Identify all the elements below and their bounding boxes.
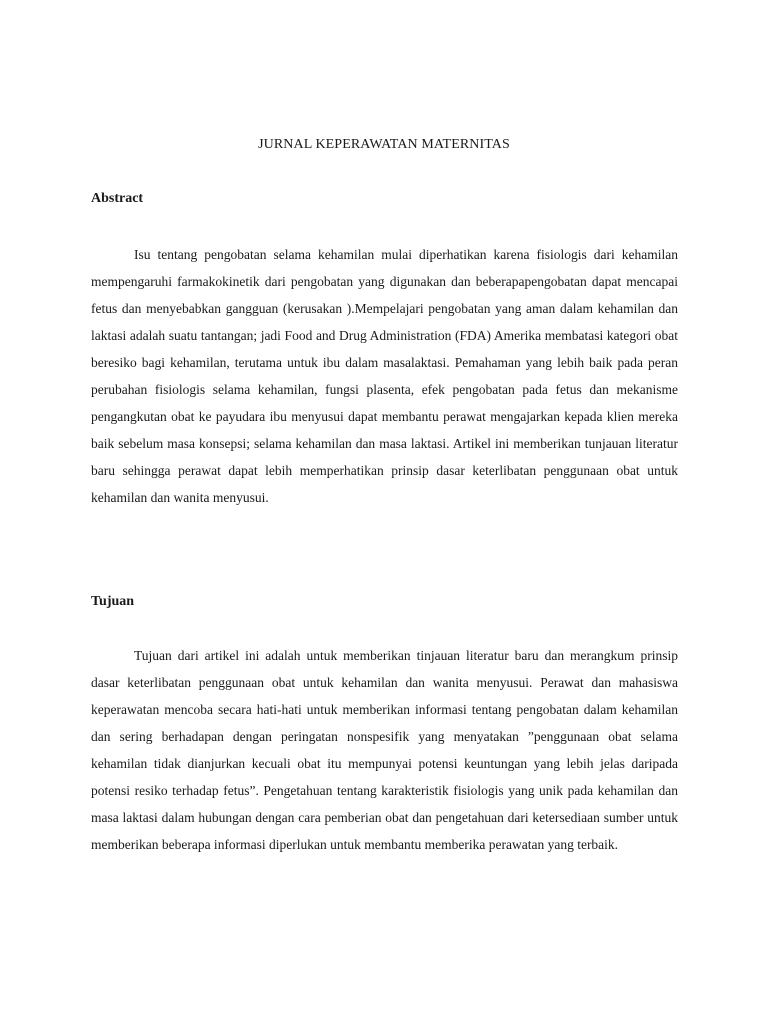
section-heading-abstract: Abstract xyxy=(91,191,144,206)
section-body-abstract: Isu tentang pengobatan selama kehamilan mulai diperhatikan karena fisiologis dari kehamilan mempengaruhi farmakokinetik dari pengobatan yang digunakan dan beberapapengobatan dapat mencapai fetus dan menyebabkan gangguan (kerusakan ).Mempelajari pengobatan yang aman dalam kehamilan dan laktasi adalah suatu tantangan; jadi Food and Drug Administration (FDA) Amerika membatasi kategori obat beresiko bagi kehamilan, terutama untuk ibu dalam masalaktasi. Pemahaman yang lebih baik pada peran perubahan fisiologis selama kehamilan, fungsi plasenta, efek pengobatan pada fetus dan mekanisme pengangkutan obat ke payudara ibu menyusui dapat membantu perawat mengajarkan kepada klien mereka baik sebelum masa konsepsi; selama kehamilan dan masa laktasi. Artikel ini memberikan tunjauan literatur baru sehingga perawat dapat lebih memperhatikan prinsip dasar keterlibatan penggunaan obat untuk kehamilan dan wanita menyusui. xyxy=(91,247,678,505)
document-title: JURNAL KEPERAWATAN MATERNITAS xyxy=(258,137,510,152)
section-heading-tujuan: Tujuan xyxy=(91,594,135,609)
section-body-tujuan: Tujuan dari artikel ini adalah untuk memberikan tinjauan literatur baru dan merangkum prinsip dasar keterlibatan penggunaan obat untuk kehamilan dan wanita menyusui. Perawat dan mahasiswa keperawatan mencoba secara hati-hati untuk memberikan informasi tentang pengobatan dalam kehamilan dan sering berhadapan dengan peringatan nonspesifik yang menyatakan ”penggunaan obat selama kehamilan tidak dianjurkan kecuali obat itu mempunyai potensi keuntungan yang lebih jelas daripada potensi resiko terhadap fetus”. Pengetahuan tentang karakteristik fisiologis yang unik pada kehamilan dan masa laktasi dalam hubungan dengan cara pemberian obat dan pengetahuan dari ketersediaan sumber untuk memberikan beberapa informasi diperlukan untuk membantu memberika perawatan yang terbaik. xyxy=(91,648,678,852)
